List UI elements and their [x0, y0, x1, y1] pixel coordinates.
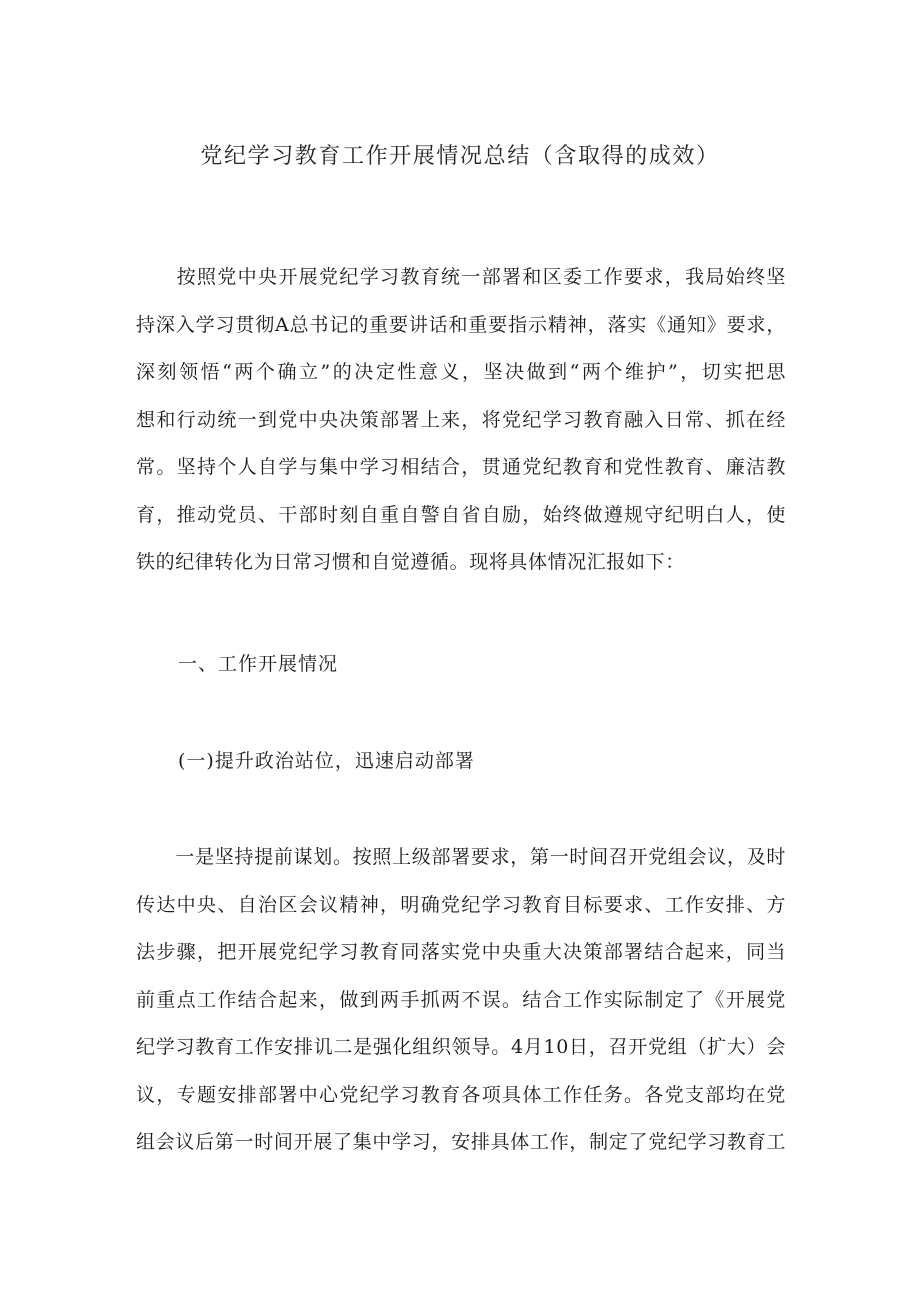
body-line: 传达中央、自治区会议精神，明确党纪学习教育目标要求、工作安排、方 [136, 893, 786, 916]
intro-line: 常。坚持个人自学与集中学习相结合，贯通党纪教育和党性教育、廉洁教 [136, 456, 786, 478]
body-line: 议，专题安排部署中心党纪学习教育各项具体工作任务。各党支部均在党 [136, 1083, 786, 1106]
intro-paragraph [136, 254, 786, 587]
intro-line: 铁的纪律转化为日常习惯和自觉遵循。现将具体情况汇报如下： [136, 551, 685, 573]
body-line: 纪学习教育工作安排讥二是强化组织领导。4月10日，召开党组（扩大）会 [136, 1036, 786, 1058]
document-title: 党纪学习教育工作开展情况总结（含取得的成效） [200, 144, 720, 169]
intro-line: 按照党中央开展党纪学习教育统一部署和区委工作要求，我局始终坚 [136, 266, 786, 288]
intro-line: 育，推动党员、干部时刻自重自警自省自励，始终做遵规守纪明白人，使 [136, 503, 786, 526]
section-heading: 一、工作开展情况 [178, 653, 339, 675]
subsection-heading: (一)提升政治站位，迅速启动部署 [178, 750, 475, 772]
body-paragraph [136, 834, 786, 1167]
body-line: 前重点工作结合起来，做到两手抓两不误。结合工作实际制定了《开展党 [136, 988, 786, 1011]
body-line: 法步骤，把开展党纪学习教育同落实党中央重大决策部署结合起来，同当 [136, 941, 786, 963]
body-line: 一是坚持提前谋划。按照上级部署要求，第一时间召开党组会议，及时 [136, 846, 786, 868]
intro-line: 深刻领悟“两个确立”的决定性意义，坚决做到“两个维护”，切实把思 [136, 361, 786, 383]
intro-line: 持深入学习贯彻A总书记的重要讲话和重要指示精神，落实《通知》要求， [136, 313, 786, 336]
intro-line: 想和行动统一到党中央决策部署上来，将党纪学习教育融入日常、抓在经 [136, 408, 786, 431]
body-line: 组会议后第一时间开展了集中学习，安排具体工作，制定了党纪学习教育工 [136, 1131, 786, 1153]
